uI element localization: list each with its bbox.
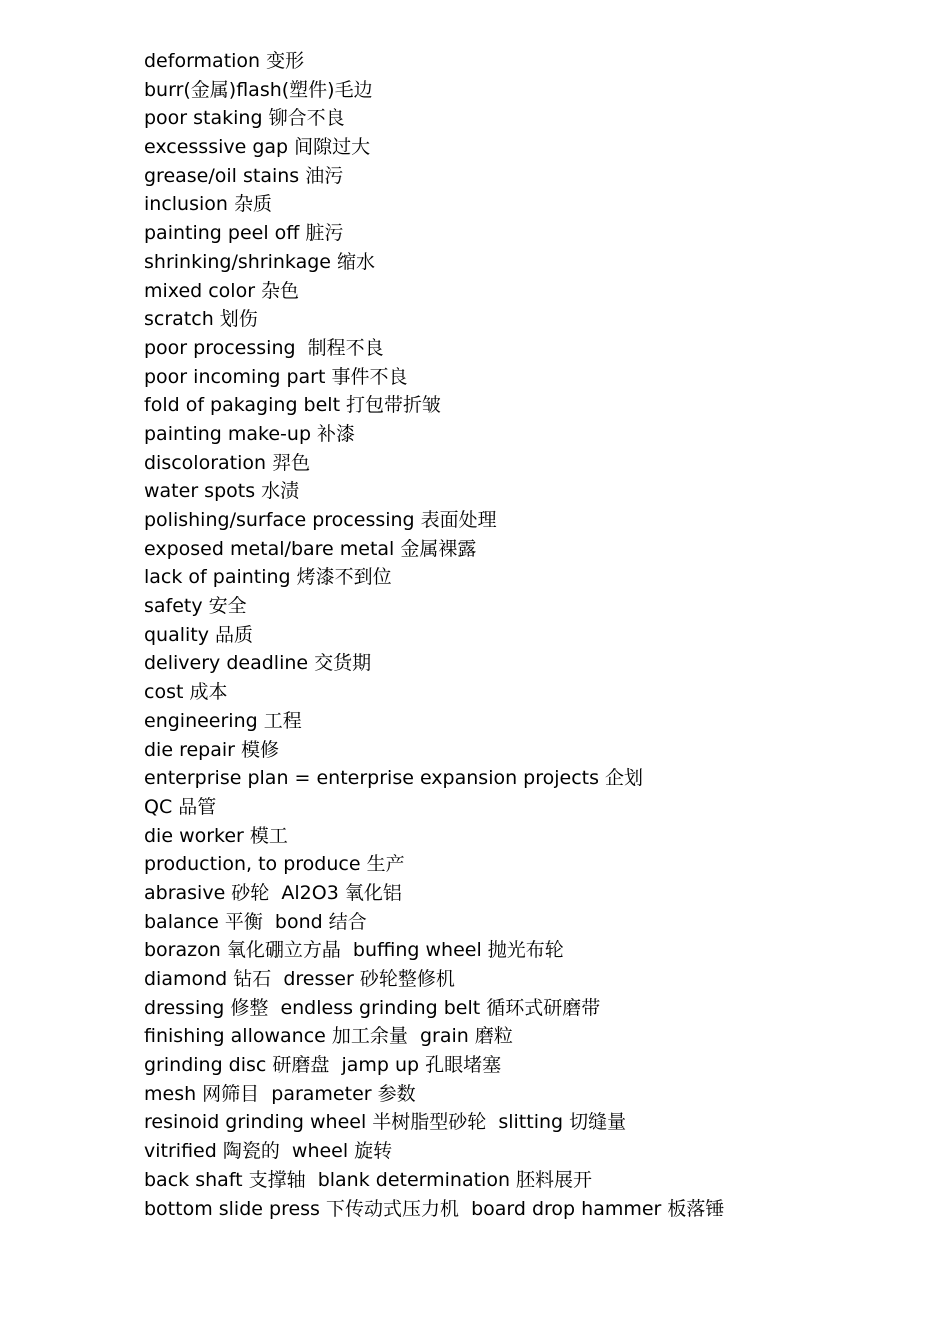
glossary-line: mesh 网筛目 parameter 参数	[144, 1082, 416, 1105]
glossary-line: deformation 变形	[144, 50, 305, 72]
glossary-line: grinding disc 研磨盘 jamp up 孔眼堵塞	[144, 1054, 502, 1077]
glossary-line: excesssive gap 间隙过大	[144, 136, 371, 159]
glossary-line: fold of pakaging belt 打包带折皱	[144, 394, 442, 417]
glossary-line: bottom slide press 下传动式压力机 board drop hammer 板落锤	[144, 1197, 725, 1220]
glossary-line: vitrified 陶瓷的 wheel 旋转	[144, 1140, 393, 1163]
glossary-line: poor processing 制程不良	[144, 336, 384, 359]
glossary-line: dressing 修整 endless grinding belt 循环式研磨带	[144, 996, 601, 1019]
glossary-line: die worker 模工	[144, 824, 288, 847]
glossary-line: discoloration 羿色	[144, 451, 311, 474]
glossary-line: finishing allowance 加工余量 grain 磨粒	[144, 1025, 513, 1048]
glossary-line: engineering 工程	[144, 709, 302, 732]
glossary-line: scratch 划伤	[144, 308, 258, 331]
glossary-line: production, to produce 生产	[144, 853, 405, 876]
glossary-line: painting peel off 脏污	[144, 222, 344, 245]
glossary-line: resinoid grinding wheel 半树脂型砂轮 slitting 切缝量	[144, 1111, 627, 1134]
glossary-line: abrasive 砂轮 Al2O3 氧化铝	[144, 881, 402, 904]
glossary-line: enterprise plan = enterprise expansion projects 企划	[144, 767, 644, 790]
glossary-line: poor incoming part 事件不良	[144, 365, 408, 388]
glossary-line: exposed metal/bare metal 金属裸露	[144, 537, 477, 560]
glossary-line: poor staking 铆合不良	[144, 107, 345, 130]
glossary-line: QC 品管	[144, 795, 217, 818]
glossary-list	[144, 47, 724, 1223]
glossary-line: grease/oil stains 油污	[144, 164, 344, 187]
glossary-line: water spots 水渍	[144, 480, 300, 503]
glossary-line: shrinking/shrinkage 缩水	[144, 250, 376, 273]
glossary-line: burr(金属)flash(塑件)毛边	[144, 78, 373, 101]
glossary-line: painting make-up 补漆	[144, 422, 356, 445]
glossary-line: diamond 钻石 dresser 砂轮整修机	[144, 968, 455, 990]
glossary-line: inclusion 杂质	[144, 193, 272, 216]
glossary-line: back shaft 支撑轴 blank determination 胚料展开	[144, 1168, 593, 1191]
glossary-line: quality 品质	[144, 623, 254, 646]
glossary-line: polishing/surface processing 表面处理	[144, 509, 497, 531]
glossary-line: die repair 模修	[144, 738, 279, 761]
glossary-line: borazon 氧化硼立方晶 buffing wheel 抛光布轮	[144, 939, 564, 962]
glossary-line: safety 安全	[144, 595, 247, 618]
glossary-line: mixed color 杂色	[144, 279, 300, 302]
glossary-line: cost 成本	[144, 681, 228, 704]
glossary-line: lack of painting 烤漆不到位	[144, 566, 392, 589]
glossary-line: balance 平衡 bond 结合	[144, 910, 367, 933]
glossary-line: delivery deadline 交货期	[144, 652, 372, 675]
